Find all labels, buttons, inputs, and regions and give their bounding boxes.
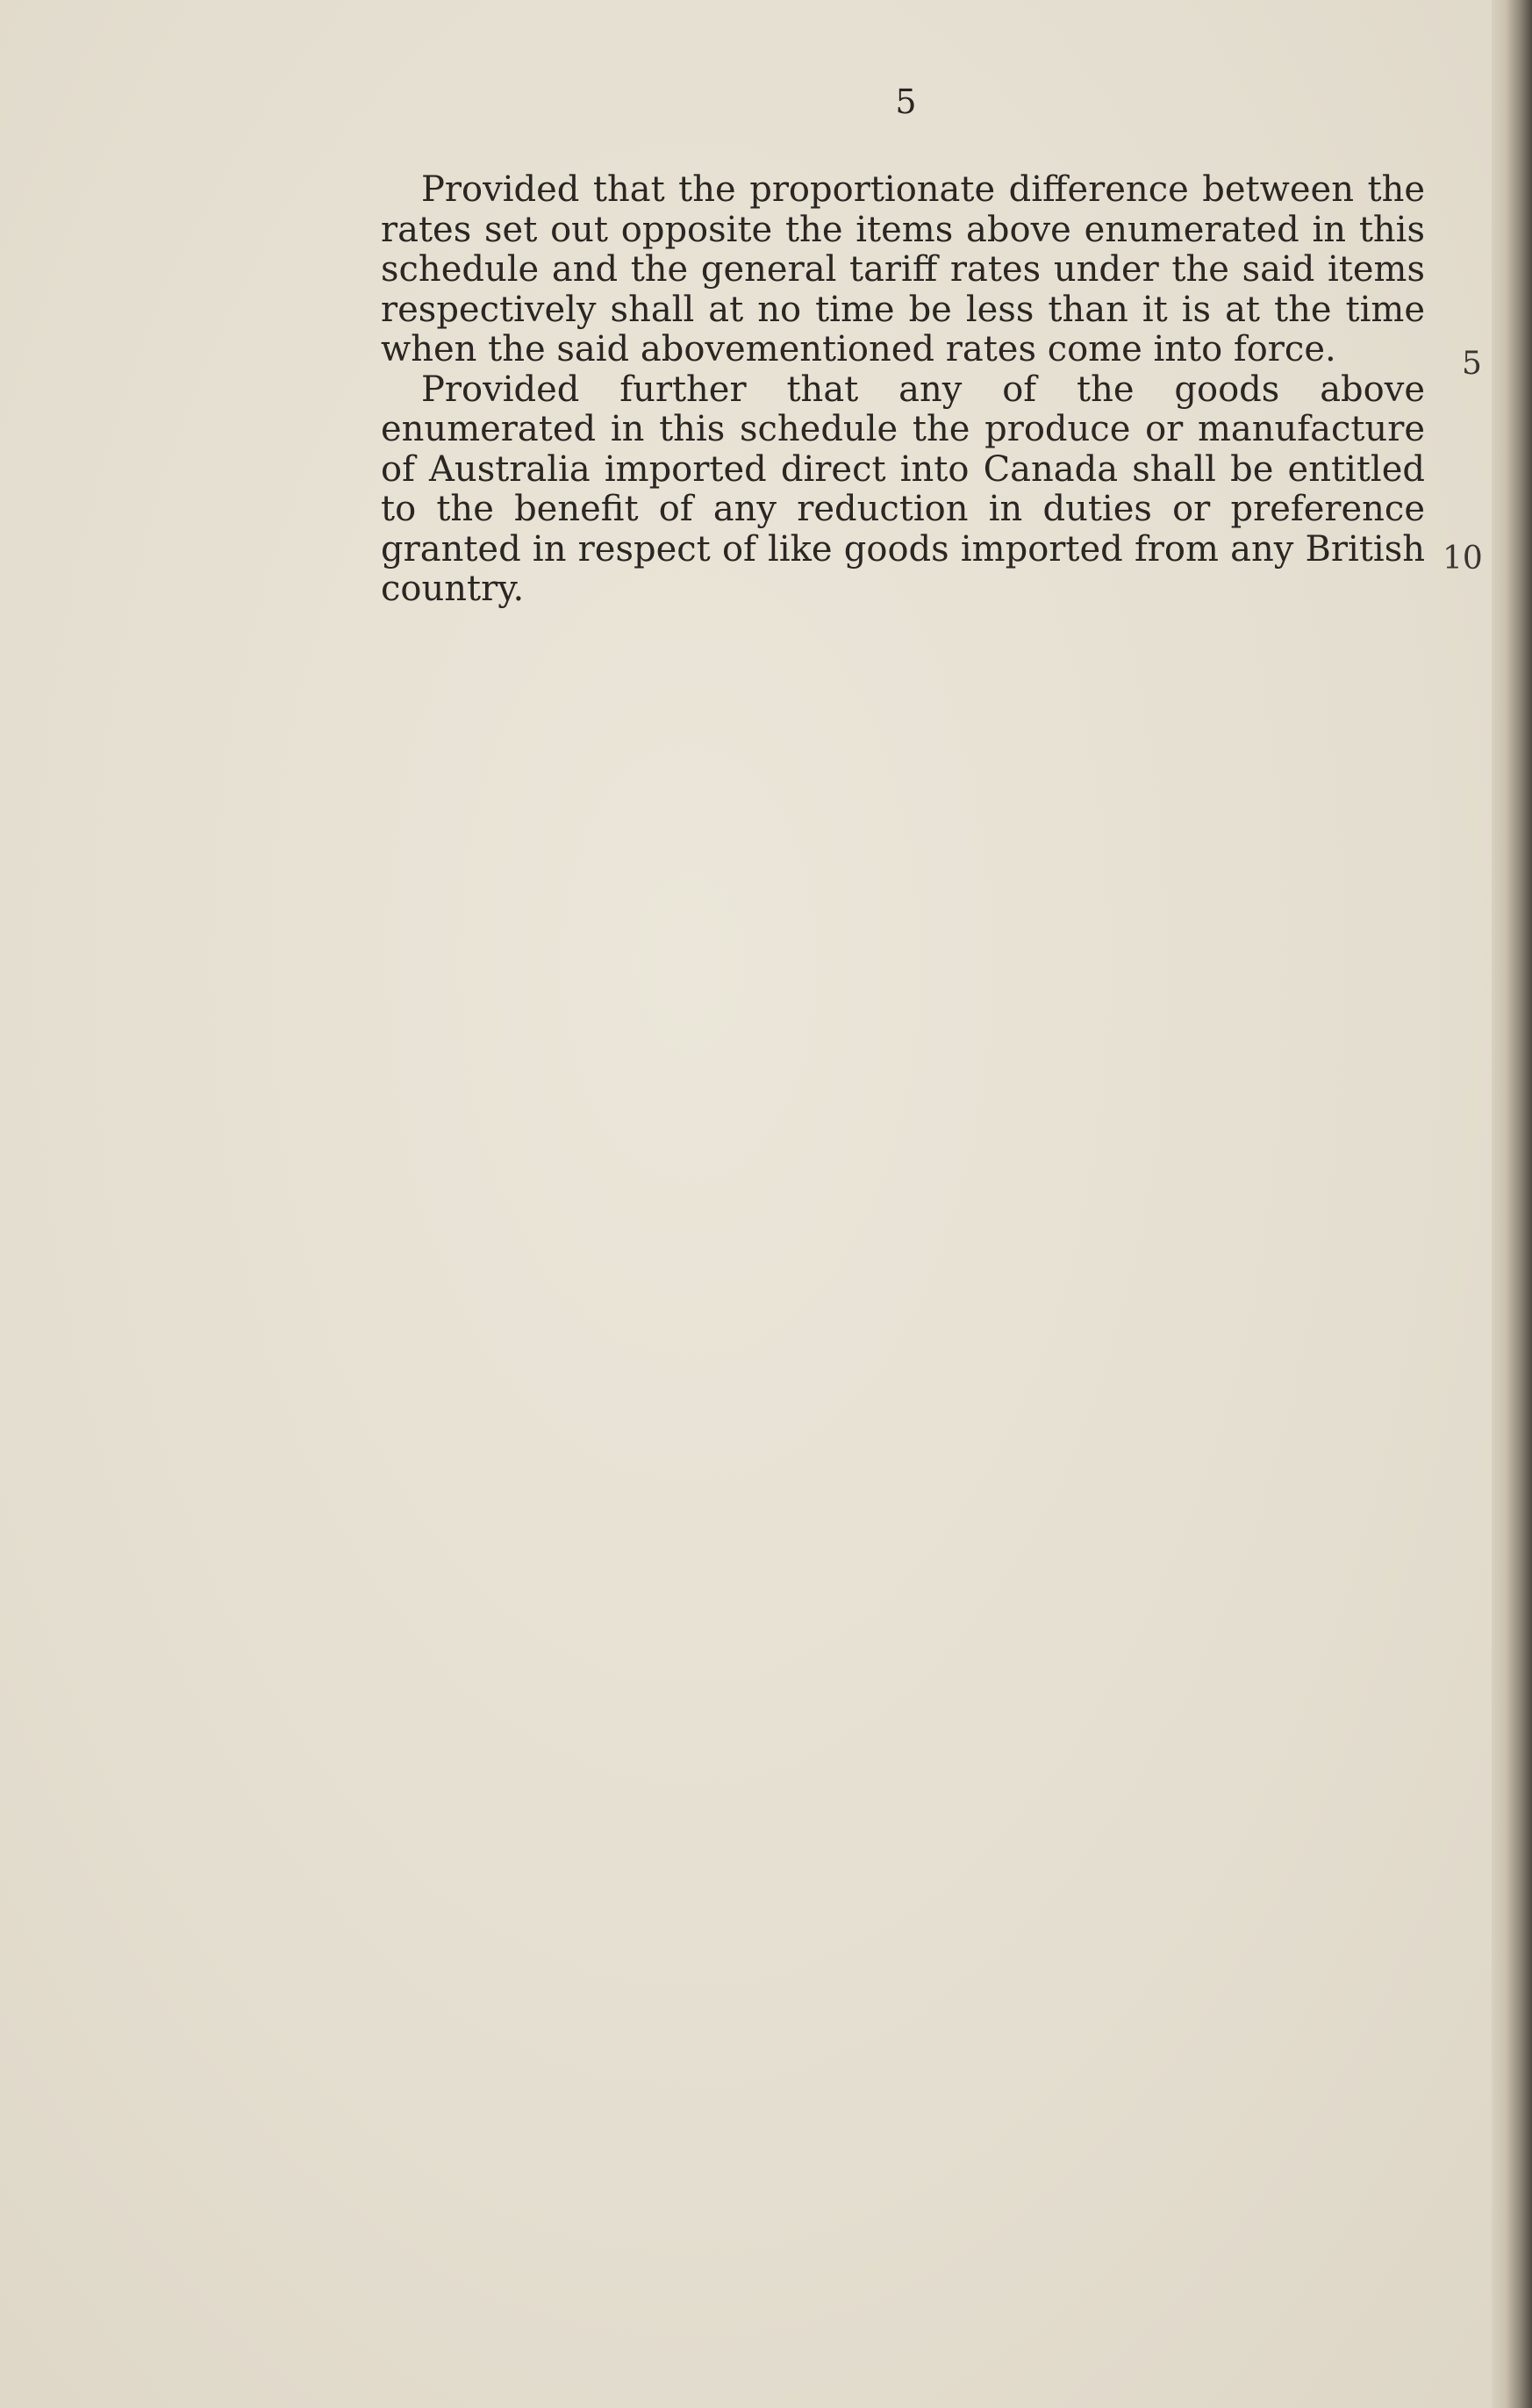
book-spine-edge <box>1492 0 1532 2408</box>
line-number-5: 5 <box>1462 346 1482 382</box>
paragraph-provided-further: Provided further that any of the goods above enumerated in this schedule the produce or manufacture of Australia imported direct into Canada shall be entitled to the benefit of any reduction in duties or preference granted in respect of like goods imported from any British country. <box>381 369 1425 609</box>
body-text <box>381 170 1425 610</box>
page-number: 5 <box>895 82 918 121</box>
line-number-10: 10 <box>1443 541 1483 577</box>
paragraph-proportionate-difference: Provided that the proportionate difference between the rates set out opposite the items above enumerated in this schedule and the general tariff rates under the said items respectively shall at no time be less than it is at the time when the said abovementioned rates come into force. <box>381 169 1425 369</box>
